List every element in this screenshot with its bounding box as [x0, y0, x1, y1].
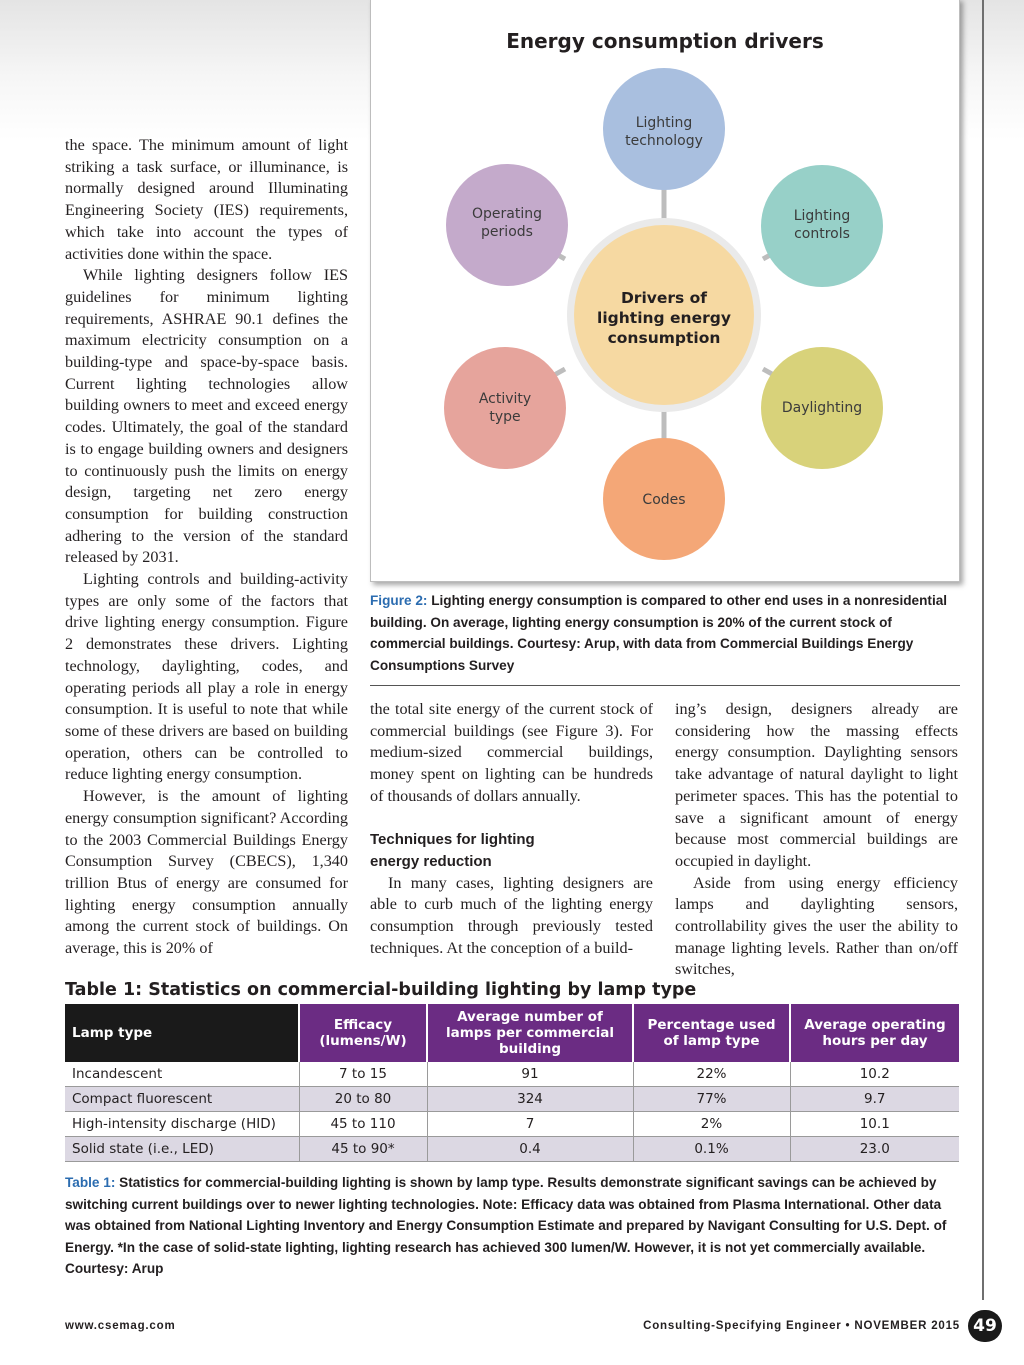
center-label-line: lighting energy — [597, 309, 731, 327]
table-header-cell: Average operating hours per day — [790, 1004, 959, 1062]
node-label-line: Operating — [472, 206, 542, 222]
paragraph: the space. The minimum amount of light striking a task surface, or illuminance, is normally designed around Illuminating Engineering Society (IES) requirements, which take into account the types of activities done within the space. — [65, 136, 348, 263]
center-label — [574, 288, 754, 348]
node-label-line: periods — [481, 224, 533, 240]
node-label-codes — [604, 491, 724, 509]
table-caption-label: Table 1: — [65, 1175, 116, 1190]
node-label-lighting-controls — [762, 207, 882, 243]
table-cell: 22% — [633, 1062, 790, 1087]
subhead-line: Techniques for lighting — [370, 831, 535, 849]
body-column-1 — [65, 135, 348, 960]
table-cell: 10.2 — [790, 1062, 959, 1087]
table-cell: High-intensity discharge (HID) — [65, 1112, 299, 1137]
table-header-row — [65, 1004, 959, 1062]
page-number-badge: 49 — [968, 1310, 1002, 1342]
table-cell: 45 to 110 — [299, 1112, 427, 1137]
table-caption-text: Statistics for commercial-building lighting is shown by lamp type. Results demonstrate significant savings can be achieved by switching current buildings over to newer lighting technologies. Note: Efficacy data was obtained from Plasma International. Other data was obtained from National Lighting Inventory and Energy Consumption Estimate and prepared by Navigant Consulting for U.S. Dept. of Energy. *In the case of solid-state lighting, lighting research has achieved 300 lumen/W. However, it is not yet commercially available. Courtesy: Arup — [65, 1175, 947, 1277]
paragraph: Aside from using energy efficiency lamps and daylighting sensors, controllability gives the user the ability to manage lighting levels. Rather than on/off switches, — [675, 873, 958, 979]
node-label-line: Lighting — [793, 208, 851, 224]
node-label-line: controls — [794, 226, 850, 242]
table-cell: 91 — [427, 1062, 633, 1087]
node-label-line: type — [489, 409, 521, 425]
table-cell: 10.1 — [790, 1112, 959, 1137]
paragraph: While lighting designers follow IES guidelines for minimum lighting requirements, ASHRAE 90.1 defines the maximum electricity consumption on a building-type and space-by-space basis. Current lighting technologies allow building owners to meet and exceed energy codes. Ultimately, the goal of the standard is to engage building owners and designers to continuously push the limits on energy design, targeting net zero energy consumption for building construction adhering to the version of the standard released by 2031. — [65, 266, 348, 567]
node-label-line: Daylighting — [781, 400, 863, 416]
table-cell: 77% — [633, 1087, 790, 1112]
figure-caption — [370, 590, 960, 676]
table-row — [65, 1112, 959, 1137]
paragraph: Lighting controls and building-activity types are only some of the factors that drive lighting energy consumption. Figure 2 demonstrates these drivers. Lighting technology, daylighting, codes, and operating periods all play a role in energy consumption. It is useful to note that while some of these drivers are based on building operation, others can be controlled to reduce lighting energy consumption. — [65, 570, 348, 784]
table-cell: 7 to 15 — [299, 1062, 427, 1087]
table-cell: Compact fluorescent — [65, 1087, 299, 1112]
section-subhead — [370, 829, 653, 872]
lamp-statistics-table — [65, 1004, 959, 1162]
paragraph: ing’s design, designers already are considering how the massing effects energy consumption. Daylighting sensors take advantage of natural daylight to light perimeter spaces. This has the potential to save a significant amount of energy because most commercial buildings are occupied in daylight. — [675, 700, 958, 870]
body-column-2 — [370, 699, 653, 959]
table-cell: 0.1% — [633, 1137, 790, 1162]
node-label-lighting-technology — [604, 114, 724, 150]
node-label-line: Activity — [478, 391, 532, 407]
figure-caption-text: Lighting energy consumption is compared to other end uses in a nonresidential building. On average, lighting energy consumption is 20% of the current stock of commercial buildings. Courtesy: Arup, with data from Commercial Buildings Energy Consumptions Survey — [370, 593, 948, 673]
paragraph: In many cases, lighting designers are able to curb much of the lighting energy consumption through previously tested techniques. At the conception of a build- — [370, 873, 653, 957]
table-header-cell: Average number of lamps per commercial building — [427, 1004, 633, 1062]
figure-caption-label: Figure 2: — [370, 593, 428, 608]
footer-website: www.csemag.com — [65, 1320, 176, 1332]
caption-divider — [370, 685, 960, 686]
table-cell: 9.7 — [790, 1087, 959, 1112]
paragraph: However, is the amount of lighting energy consumption significant? According to the 2003 Commercial Buildings Energy Consumption Survey (CBECS), 1,340 trillion Btus of energy are consumed for lighting energy consumption annually among the current stock of buildings. On average, this is 20% of — [65, 787, 348, 958]
table-cell: 45 to 90* — [299, 1137, 427, 1162]
center-label-line: Drivers of — [620, 289, 708, 307]
table-title: Table 1: Statistics on commercial-building lighting by lamp type — [65, 980, 697, 1000]
node-label-daylighting — [762, 399, 882, 417]
table-row — [65, 1062, 959, 1087]
table-row — [65, 1137, 959, 1162]
table-cell: 2% — [633, 1112, 790, 1137]
table-cell: 0.4 — [427, 1137, 633, 1162]
body-column-3 — [675, 699, 958, 981]
table-cell: Solid state (i.e., LED) — [65, 1137, 299, 1162]
node-label-line: technology — [625, 133, 703, 149]
table-header-cell: Efficacy (lumens/W) — [299, 1004, 427, 1062]
node-label-line: Codes — [642, 492, 686, 508]
paragraph: the total site energy of the current stock of commercial buildings (see Figure 3). For medium-sized commercial buildings, money spent on lighting can be hundreds of thousands of dollars annually. — [370, 700, 653, 805]
figure-2-diagram — [370, 0, 960, 582]
node-label-line: Lighting — [635, 115, 693, 131]
table-cell: 7 — [427, 1112, 633, 1137]
table-header-cell: Percentage used of lamp type — [633, 1004, 790, 1062]
node-label-operating-periods — [447, 205, 567, 241]
table-cell: 20 to 80 — [299, 1087, 427, 1112]
center-label-line: consumption — [607, 329, 721, 347]
node-label-activity-type — [445, 390, 565, 426]
table-header-cell: Lamp type — [65, 1004, 299, 1062]
table-cell: 23.0 — [790, 1137, 959, 1162]
figure-title: Energy consumption drivers — [506, 29, 824, 53]
page-edge-rule — [982, 0, 984, 1300]
table-cell: 324 — [427, 1087, 633, 1112]
footer-publication: Consulting-Specifying Engineer • NOVEMBER 2015 — [643, 1320, 960, 1332]
table-row — [65, 1087, 959, 1112]
table-cell: Incandescent — [65, 1062, 299, 1087]
table-caption — [65, 1172, 965, 1280]
subhead-line: energy reduction — [370, 852, 492, 870]
